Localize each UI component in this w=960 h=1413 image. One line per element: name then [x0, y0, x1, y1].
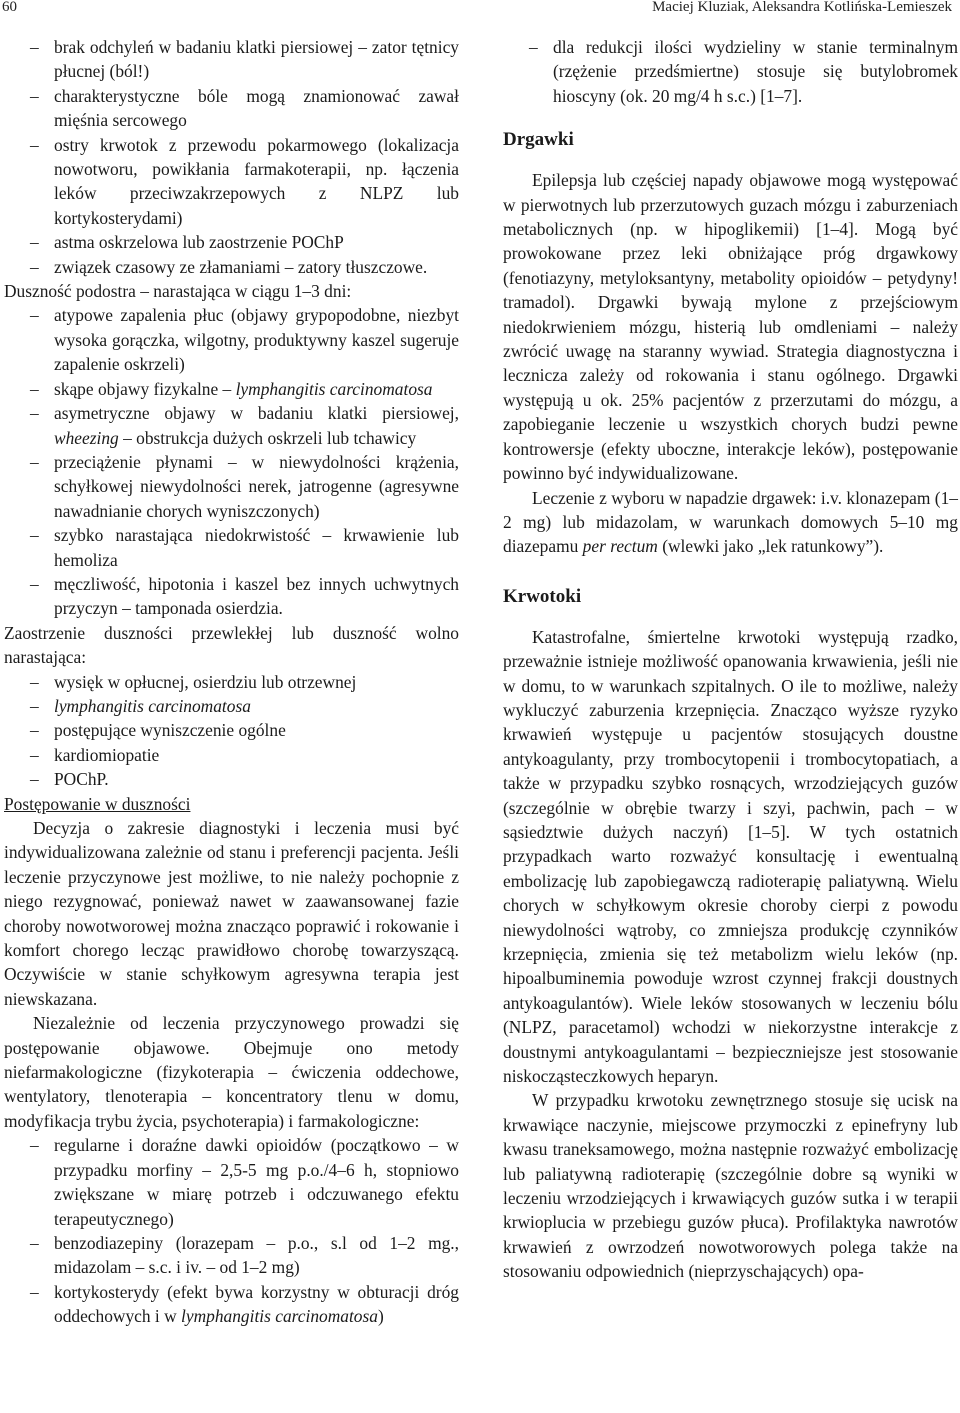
- chronic-dyspnea-heading: Zaostrzenie duszności przewlekłej lub duszność wolno narastająca:: [4, 622, 459, 668]
- section-heading-bleeding: Krwotoki: [503, 585, 582, 607]
- latin-term: lymphangitis carcinomatosa: [54, 695, 251, 716]
- list-item: – ostry krwotok z przewodu pokarmowego (lokalizacja nowotworu, powikłania farmakoterapii, np. łączenia leków przeciwzakrzepowych z NLPZ lub kortykosterydami): [4, 133, 459, 231]
- list-item: – benzodiazepiny (lorazepam – p.o., s.l od 1–2 mg., midazolam – s.c. i iv. – od 1–2 mg): [4, 1231, 459, 1280]
- management-heading: Postępowanie w duszności: [4, 793, 191, 814]
- list-item-text: – obstrukcja dużych oskrzeli lub tchawicy: [118, 427, 417, 448]
- paragraph-text: (wlewki jako „lek ratunkowy”).: [657, 536, 884, 557]
- list-item: – wysięk w opłucnej, osierdziu lub otrzewnej: [4, 670, 459, 694]
- paragraph: W przypadku krwotoku zewnętrznego stosuje się ucisk na krwawiące naczynie, miejscowe przymoczki z epinefryny lub kwasu traneksamowego, można następnie rozważyć embolizację lub paliatywną radioterapię (szczególnie dobre są wyniki w leczeniu wrzodziejących i krwawiących guzów sutka i w terapii krwioplucia w przebiegu guzów płuca). Profilaktyka nawrotów krwawień z owrzodzeń nowotworowych polega także na stosowaniu odpowiednich (nieprzyschających) opa-: [503, 1090, 958, 1282]
- paragraph: Katastrofalne, śmiertelne krwotoki występują rzadko, przeważnie istnieje możliwość opanowania krwawienia, jeśli nie w domu, to w warunkach szpitalnych. O ile to możliwe, należy wykluczyć zaburzenia krzepnięcia. Znacząco wyższe ryzyko krwawień występuje u pacjentów stosujących doustne antykoagulanty, przy trombocytopenii i trombocytopatiach, a także w przypadku szybko rosnących, wrzodziejących guzów (szczególnie w obrębie twarzy i szyi, pachwin, pach – w sąsiedztwie dużych naczyń) [1–5]. W tych ostatnich przypadkach warto rozważyć konsultację i ewentualną embolizację lub zapobiegawczą radioterapię paliatywną. Wielu chorych w schyłkowym okresie choroby cierpi z powodu niewydolności wątroby, co zmniejsza produkcję czynników krzepnięcia, zmienia się też metabolizm wielu leków (np. hipoalbuminemia powoduje wzrost czynnej frakcji doustnych antykoagulantów). Wiele leków stosowanych w leczeniu bólu (NLPZ, paracetamol) wchodzi w niekorzystne interakcje z doustnymi antykoagulantami – bezpieczniejsze jest stosowanie niskocząsteczkowych heparyn.: [503, 626, 958, 1087]
- latin-term: lymphangitis carcinomatosa: [235, 378, 433, 399]
- page-number: 60: [2, 0, 17, 15]
- paragraph: [503, 486, 958, 559]
- list-item-text: asymetryczne objawy w badaniu klatki piersiowej,: [54, 403, 459, 424]
- list-item: [4, 377, 459, 401]
- list-item: – szybko narastająca niedokrwistość – krwawienie lub hemoliza: [4, 523, 459, 572]
- paragraph: Decyzja o zakresie diagnostyki i leczenia musi być indywidualizowana zależnie od stanu i preferencji pacjenta. Jeśli leczenie przyczynowe jest możliwe, to nie należy pochopnie z niego rezygnować, ponieważ nawet w zaawansowanej fazie choroby nowotworowej można znacząco poprawić i rokowanie i komfort chorego lecząc prawidłowo chorobę towarzyszącą. Oczywiście w stanie schyłkowym agresywna terapia jest niewskazana.: [4, 818, 459, 1009]
- list-item-text: skąpe objawy fizykalne –: [54, 378, 236, 399]
- paragraph: Epilepsja lub częściej napady objawowe mogą występować w pierwotnych lub przerzutowych guzach mózgu i zaburzeniach metabolicznych (np. w hipoglikemii) [1–4]. Mogą być prowokowane przez leki obniżające próg drgawkowy (fenotiazyny, metyloksantyny, metabolity opioidów – petydyny! tramadol). Drgawki bywają mylone z przejściowym niedokrwieniem mózgu, histerią lub omdleniami – należy zwrócić uwagę na staranny wywiad. Strategia diagnostyczna i lecznicza zależy od rokowania i stanu ogólnego. Drgawki występują u ok. 25% pacjentów z przerzutami do mózgu, a zapobieganie leczenie u wszystkich chorych budzi pewne kontrowersje (efekty uboczne, interakcje leków), postępowanie powinno być indywidualizowane.: [503, 170, 958, 484]
- running-header: [0, 0, 960, 22]
- list-item: – POChP.: [4, 767, 459, 791]
- list-item: – atypowe zapalenia płuc (objawy grypopodobne, niezbyt wysoka gorączka, wilgotny, produktywny kaszel sugeruje zapalenie oskrzeli): [4, 303, 459, 376]
- subacute-dyspnea-heading: Duszność podostra – narastająca w ciągu 1–3 dni:: [4, 281, 352, 302]
- list-item: – kardiomiopatie: [4, 743, 459, 767]
- list-item: [4, 694, 459, 718]
- list-item: [4, 1280, 459, 1329]
- list-item: – brak odchyleń w badaniu klatki piersiowej – zator tętnicy płucnej (ból!): [4, 35, 459, 84]
- running-head-authors: Maciej Kluziak, Aleksandra Kotlińska-Lemieszek: [652, 0, 952, 15]
- paragraph-text: Leczenie z wyboru w napadzie drgawek: i.v. klonazepam (1–2 mg) lub midazolam, w warunkach domowych 5–10 mg diazepamu: [503, 487, 958, 557]
- latin-term: lymphangitis carcinomatosa: [181, 1306, 378, 1327]
- list-item: – związek czasowy ze złamaniami – zatory tłuszczowe.: [4, 255, 459, 279]
- left-column: [4, 35, 459, 1329]
- list-item-text: kortykosterydy (efekt bywa korzystny w obturacji dróg oddechowych i w: [54, 1281, 459, 1327]
- list-item: [4, 401, 459, 450]
- list-item: – postępujące wyniszczenie ogólne: [4, 718, 459, 742]
- list-item: – przeciążenie płynami – w niewydolności krążenia, schyłkowej niewydolności nerek, jatrogenne (agresywne nawadnianie chorych wyniszczonych): [4, 450, 459, 523]
- list-item: – astma oskrzelowa lub zaostrzenie POChP: [4, 230, 459, 254]
- list-item: – męczliwość, hipotonia i kaszel bez innych uchwytnych przyczyn – tamponada osierdzia.: [4, 572, 459, 621]
- section-heading-seizures: Drgawki: [503, 129, 574, 151]
- right-column: [503, 35, 958, 1284]
- list-item: – charakterystyczne bóle mogą znamionować zawał mięśnia sercowego: [4, 84, 459, 133]
- list-item-text: ): [377, 1306, 384, 1327]
- latin-term: wheezing: [54, 427, 119, 448]
- list-item: – dla redukcji ilości wydzieliny w stanie terminalnym (rzężenie przedśmiertne) stosuje się butylobromek hioscyny (ok. 20 mg/4 h s.c.) [1–7].: [503, 35, 958, 108]
- list-item: – regularne i doraźne dawki opioidów (początkowo – w przypadku morfiny – 2,5-5 mg p.o./4–6 h, stopniowo zwiększane w miarę potrzeb i odczuwanego efektu terapeutycznego): [4, 1133, 459, 1231]
- latin-term: per rectum: [582, 536, 658, 557]
- paragraph: Niezależnie od leczenia przyczynowego prowadzi się postępowanie objawowe. Obejmuje ono metody niefarmakologiczne (fizykoterapia – ćwiczenia oddechowe, wentylatory, tlenoterapia – koncentratory tlenu w domu, modyfikacja trybu życia, psychoterapia) i farmakologiczne:: [4, 1013, 459, 1131]
